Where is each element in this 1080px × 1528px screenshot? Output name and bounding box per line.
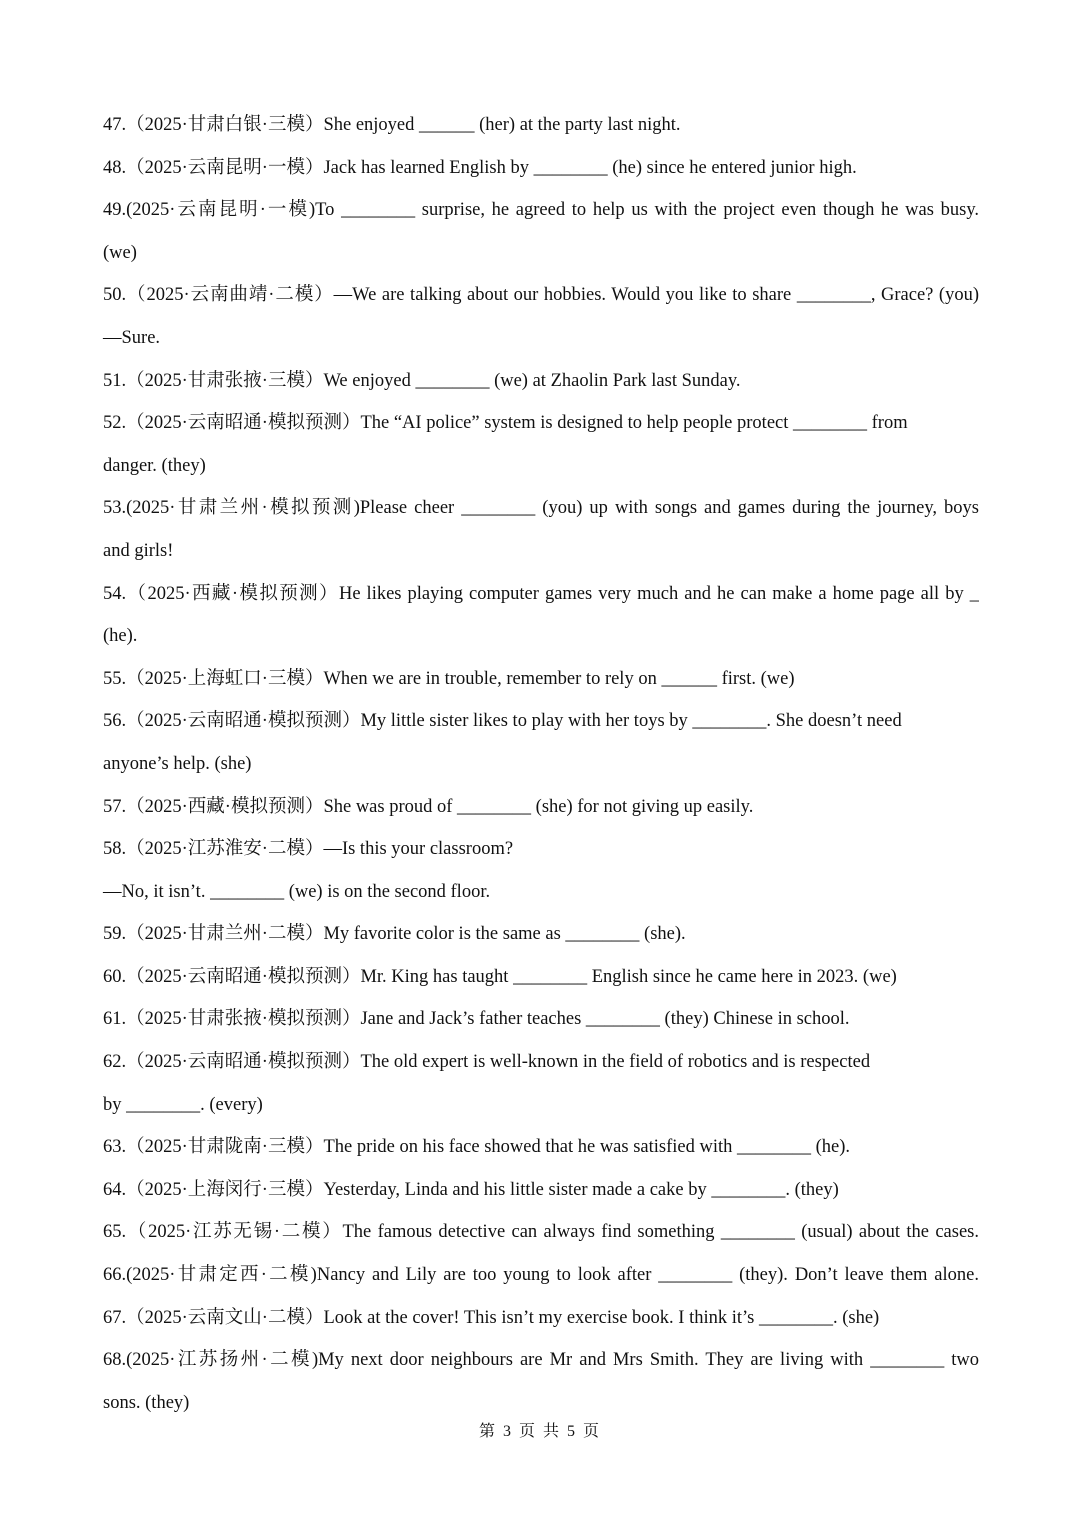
- question-line: 65.（2025·江苏无锡·二模）The famous detective can always find something ________ (usual) about the cases.: [103, 1222, 979, 1243]
- question-line: 58.（2025·江苏淮安·二模）—Is this your classroom?: [103, 839, 514, 860]
- question-line: 68.(2025·江苏扬州·二模)My next door neighbours are Mr and Mrs Smith. They are living with ________ two: [103, 1350, 979, 1371]
- question-line: 54.（2025·西藏·模拟预测）He likes playing computer games very much and he can make a home page all by _: [103, 583, 979, 604]
- question-line: anyone’s help. (she): [103, 753, 252, 774]
- question-line: —Sure.: [103, 327, 161, 348]
- question-line: (he).: [103, 626, 138, 647]
- question-line: 66.(2025·甘肃定西·二模)Nancy and Lily are too young to look after ________ (they). Don’t leave them alone.: [103, 1265, 979, 1286]
- question-line: sons. (they): [103, 1392, 190, 1413]
- question-line: 53.(2025·甘肃兰州·模拟预测)Please cheer ________ (you) up with songs and games during the journey, boys: [103, 498, 979, 519]
- question-line: 50.（2025·云南曲靖·二模）—We are talking about our hobbies. Would you like to share ________, Grace? (you): [103, 285, 979, 306]
- question-line: —No, it isn’t. ________ (we) is on the second floor.: [103, 881, 491, 902]
- question-line: 55.（2025·上海虹口·三模）When we are in trouble, remember to rely on ______ first. (we): [103, 668, 795, 689]
- question-line: danger. (they): [103, 455, 206, 476]
- question-line: and girls!: [103, 540, 174, 561]
- page-number-footer: 第 3 页 共 5 页: [478, 1423, 601, 1440]
- question-list: [103, 108, 979, 1428]
- question-line: 47.（2025·甘肃白银·三模）She enjoyed ______ (her) at the party last night.: [103, 115, 681, 135]
- question-line: 57.（2025·西藏·模拟预测）She was proud of ________ (she) for not giving up easily.: [103, 796, 754, 817]
- question-line: by ________. (every): [103, 1094, 263, 1115]
- question-line: 49.(2025·云南昆明·一模)To ________ surprise, he agreed to help us with the project even though he was busy.: [103, 200, 979, 221]
- question-line: 59.（2025·甘肃兰州·二模）My favorite color is the same as ________ (she).: [103, 924, 686, 945]
- question-line: 51.（2025·甘肃张掖·三模）We enjoyed ________ (we) at Zhaolin Park last Sunday.: [103, 370, 741, 391]
- question-line: 48.（2025·云南昆明·一模）Jack has learned English by ________ (he) since he entered junior high.: [103, 157, 857, 178]
- question-line: 56.（2025·云南昭通·模拟预测）My little sister likes to play with her toys by ________. She doesn’t need: [103, 711, 902, 732]
- question-line: 60.（2025·云南昭通·模拟预测）Mr. King has taught ________ English since he came here in 2023. (we): [103, 966, 897, 987]
- question-line: 63.（2025·甘肃陇南·三模）The pride on his face showed that he was satisfied with ________ (he).: [103, 1137, 851, 1158]
- question-line: 64.（2025·上海闵行·三模）Yesterday, Linda and his little sister made a cake by ________. (they): [103, 1179, 839, 1200]
- question-line: 67.（2025·云南文山·二模）Look at the cover! This isn’t my exercise book. I think it’s ________. (she): [103, 1307, 880, 1328]
- question-line: (we): [103, 242, 137, 263]
- question-line: 61.（2025·甘肃张掖·模拟预测）Jane and Jack’s father teaches ________ (they) Chinese in school.: [103, 1009, 850, 1030]
- question-line: 52.（2025·云南昭通·模拟预测）The “AI police” system is designed to help people protect ________ from: [103, 413, 908, 434]
- question-line: 62.（2025·云南昭通·模拟预测）The old expert is well-known in the field of robotics and is respected: [103, 1052, 871, 1073]
